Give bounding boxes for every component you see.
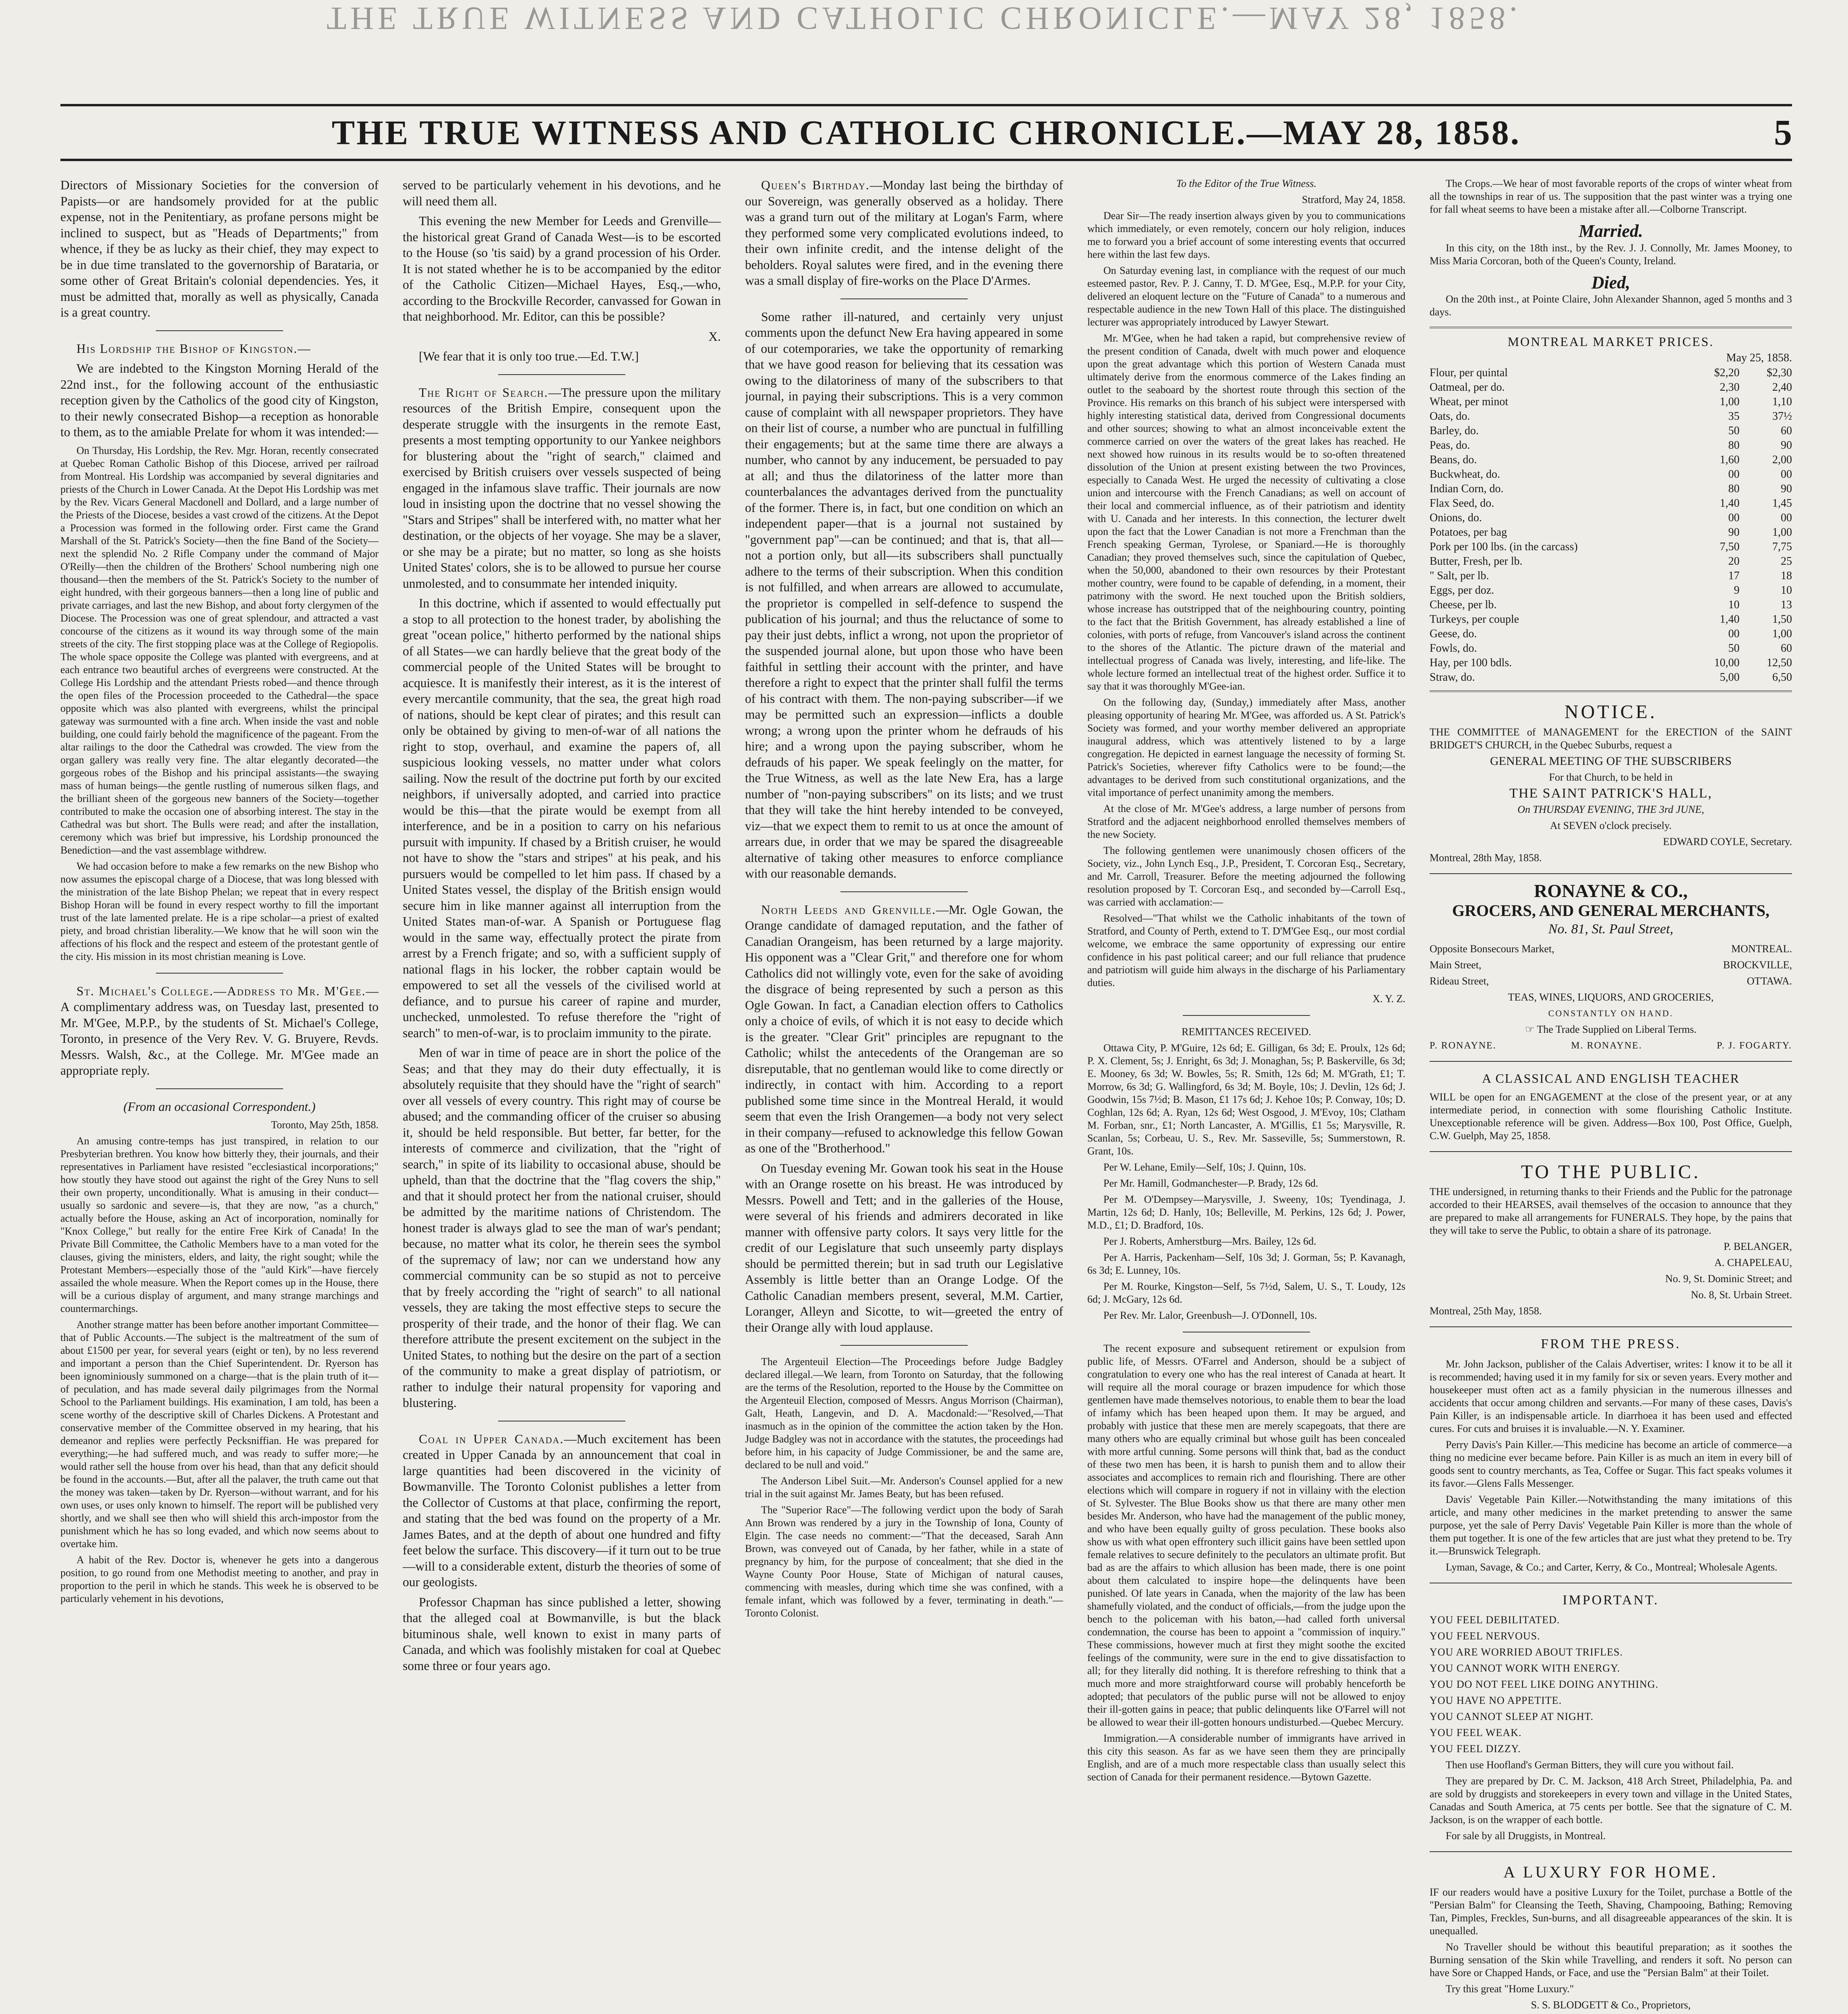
price-low: 1,40 xyxy=(1720,613,1740,626)
notice-body xyxy=(1430,726,1792,864)
prices-table xyxy=(1430,366,1792,685)
price-row xyxy=(1430,641,1792,656)
price-high: 1,00 xyxy=(1772,526,1792,539)
branch-line xyxy=(1430,959,1792,972)
column-3 xyxy=(745,177,1063,2014)
price-item: Fowls, do. xyxy=(1430,642,1477,655)
firm-branches xyxy=(1430,943,1792,1052)
ad-text: WILL be open for an ENGAGEMENT at the close of the present year, or at any intermediate period, in connection with some flourishing Catholic Institute. Unexceptionable reference will be given. Address—Box 100, Post Office, Guelph, C.W. Guelph, May 25, 1858. xyxy=(1430,1091,1792,1142)
ad-text: Perry Davis's Pain Killer.—This medicine has become an article of commerce—a thing no medicine ever became before. Pain Killer is as much an item in every bill of goods sent to country merchants, as Tea, Coffee or Sugar. This fact speaks volumes it its favor.—Glens Falls Messenger. xyxy=(1430,1438,1792,1489)
article-text: This evening the new Member for Leeds and Grenville—the historical great Grand of Canada West—is to be escorted to the House (so 'tis said) by a grand procession of his Order. It is not stated whether he is to be accompanied by the editor of the Catholic Citizen—Michael Hayes, Esq.,—who, according to the Brockville Recorder, canvassed for Gowan in that neighborhood. Mr. Editor, can this be possible? xyxy=(403,214,721,323)
ad-text: Lyman, Savage, & Co.; and Carter, Kerry, & Co., Montreal; Wholesale Agents. xyxy=(1446,1561,1778,1573)
signature: X. Y. Z. xyxy=(1372,993,1405,1005)
price-row xyxy=(1430,409,1792,424)
price-high: 60 xyxy=(1781,642,1792,655)
remittance-line: Per J. Roberts, Amherstburg—Mrs. Bailey, 12s 6d. xyxy=(1103,1235,1316,1247)
remittance-line: Per A. Harris, Packenham—Self, 10s 3d; J. Gorman, 5s; P. Kavanagh, 6s 3d; E. Lunney, 10s. xyxy=(1087,1251,1405,1276)
ad-text: Davis' Vegetable Pain Killer.—Notwithstanding the many imitations of this article, and many other medicines in the market pretending to answer the same purpose, yet the sale of Perry Davis' Vegetable Pain Killer is more than the whole of them put together. It is one of the few articles that are just what they pretend to be. Try it.—Brunswick Telegraph. xyxy=(1430,1493,1792,1557)
article-text: Another strange matter has been before another important Committee—that of Public Accounts.—The subject is the maltreatment of the sum of about £1500 per year, for several years (eight or ten), by no less reverend and important a person than the Chief Superintendent. Dr. Ryerson has been ignominiously summoned on a charge—that is the plain truth of it—of peculation, and has made several daily pilgrimages from the Normal School to the Parliament buildings. His examination, I am told, has been a scene worthy of the descriptive skill of Charles Dickens. A Protestant and conservative member of the Committee observed in my hearing, that his demeanor and replies were perfectly Pecksniffian. He was prepared for everything;—he had suffered much, and was ready to suffer more;—he would rather sell the house from over his head, than that any deficit should be found in the accounts.—But, after all the palaver, the truth came out that the money was taken—taken by Dr. Ryerson—without warrant, and for his own uses, or uses only known to himself. The report will be published very shortly, and we shall see then who will shield this arch-impostor from the punishment which he has so long evaded, and which now seems about to overtake him. xyxy=(60,1319,379,1550)
price-row xyxy=(1430,496,1792,511)
letter xyxy=(1087,177,1405,1784)
editor-note: [We fear that it is only too true.—Ed. T.W.] xyxy=(419,349,639,363)
price-item: Butter, Fresh, per lb. xyxy=(1430,555,1523,568)
price-high: 90 xyxy=(1781,483,1792,495)
article-text: An amusing contre-temps has just transpired, in relation to our Presbyterian brethren. You know how bitterly they, their journals, and their representatives in Parliament have resisted "ecclesiastical incorporations;" how stoutly they have stood out against the right of the Grey Nuns to sell their own property, unconditionally. What is amusing in their conduct—usually so sardonic and severe—is, that they are now, "as a church," actually before the House, asking an Act of incorporation, nominally for "Knox College," but really for the entire Free Kirk of Canada! In the Private Bill Committee, the Catholic Members have to a man voted for the clauses, giving the ministers, elders, and laity, the right sought; while the Protestant Members—especially those of the "auld Kirk"—have fiercely assailed the whole measure. When the Report comes up in the House, there will be a curious display of argument, and many strange marchings and countermarchings. xyxy=(60,1135,379,1314)
news-item: The Argenteuil Election—The Proceedings before Judge Badgley declared illegal.—We learn, from Toronto on Saturday, that the following are the terms of the Resolution, reported to the House by the Committee on the Argenteuil Election, composed of Messrs. Angus Morrison (Chairman), Galt, Heath, Langevin, and D. A. Macdonald:—"Resolved,—That inasmuch as in the opinion of the committee the action taken by the Hon. Judge Badgley was not in accordance with the statutes, the proceedings had before him, in his capacity of Judge Commissioner, be and the same are, declared to be null and void." xyxy=(745,1356,1063,1471)
prices-date: May 25, 1858. xyxy=(1726,351,1792,364)
important-line: YOU FEEL WEAK. xyxy=(1430,1727,1522,1738)
article-text: Some rather ill-natured, and certainly very unjust comments upon the defunct New Era having appeared in some of our cotemporaries, we take the opportunity of remarking that we have good reason for believing that its cessation was owing to the dilatoriness of many of the subscribers to that journal, in paying their subscriptions. This is a very common cause of complaint with all newspaper proprietors. They have on their list of course, a number who are punctual in fulfilling their engagements; but at the same time there are always a number, who cannot by any inducement, be persuaded to pay at all; and thus the dilatoriness of the latter more than counterbalances the advantages derived from the punctuality of the former. There is, in fact, but one condition on which an independent paper—that is a journal not sustained by "government pap"—can be continued; and that is, that all—not a portion only, but all—its subscribers shall punctually adhere to the terms of their subscription. When this condition is not fulfilled, and when arrears are allowed to accumulate, the proprietor is compelled in self-defence to suspend the publication of his journal; and thus the reluctance of some to pay their just debts, inflict a wrong, not upon the proprietor of the suspended journal alone, but upon those who have been faithful in settling their account with the printer, and have therefore a right to expect that the printer shall fulfil the terms of his contract with them. The non-paying subscriber—if we may be permitted such an expression—inflicts a double wrong; a wrong upon the printer whom he defrauds of his hire; and a wrong upon the paying subscriber, whom he defrauds of his paper. We speak feelingly on the matter, for the True Witness, as well as the late New Era, has a large number of "non-paying subscribers" on its lists; and we trust that they will take the hint hereby intended to be conveyed, viz—that we expect them to remit to us at once the amount of arrears due, in order that we may be spared the disagreeable alternative of taking other measures to enforce compliance with our reasonable demands. xyxy=(745,309,1063,881)
price-row xyxy=(1430,467,1792,482)
price-item: Flax Seed, do. xyxy=(1430,497,1494,510)
remittance-line: Per M. O'Dempsey—Marysville, J. Sweeny, 10s; Tyendinaga, J. Martin, 12s 6d; D. Hanly, 10s; Belleville, M. Perkins, 12s 6d; J. Power, M.D., £1; D. Bradford, 10s. xyxy=(1087,1193,1405,1231)
price-item: Straw, do. xyxy=(1430,671,1475,684)
price-row xyxy=(1430,627,1792,641)
ad-text: Then use Hoofland's German Bitters, they will cure you without fail. xyxy=(1446,1759,1734,1771)
important-line: YOU DO NOT FEEL LIKE DOING ANYTHING. xyxy=(1430,1678,1659,1690)
correspondent-line: (From an occasional Correspondent.) xyxy=(123,1099,316,1114)
price-low: 1,60 xyxy=(1720,454,1740,466)
price-item: Potatoes, per bag xyxy=(1430,526,1507,539)
ad-signature: No. 8, St. Urbain Street. xyxy=(1691,1289,1792,1301)
ad-text: They are prepared by Dr. C. M. Jackson, 418 Arch Street, Philadelphia, Pa. and are sold by druggists and storekeepers in every town and village in the United States, Canadas and South America, at 75 cents per bottle. See that the signature of C. M. Jackson, is on the wrapper of each bottle. xyxy=(1430,1775,1792,1825)
price-high: 00 xyxy=(1781,512,1792,524)
price-row xyxy=(1430,656,1792,670)
branch-town: MONTREAL. xyxy=(1731,943,1792,955)
news-item: The Anderson Libel Suit.—Mr. Anderson's Counsel applied for a new trial in the suit against Mr. James Beaty, but has been refused. xyxy=(745,1475,1063,1500)
price-high: 12,50 xyxy=(1767,657,1792,669)
section-heading: REMITTANCES RECEIVED. xyxy=(1182,1026,1311,1038)
article-text: —Mr. Ogle Gowan, the Orange candidate of damaged reputation, and the father of Canadian Orangeism, has been returned by a large majority. His opponent was a "Clear Grit," and therefore one for whom Catholics did not willingly vote, even for the sake of avoiding the disgrace of being represented by such a person as this Ogle Gowan. In fact, a Canadian election offers to Catholics only a choice of evils, of which it is not easy to decide which is the greater. "Clear Grit" principles are repugnant to the Catholic; whilst the antecedents of the Orangeman are so disreputable, that no gentleman would like to come directly or indirectly, in contact with him. According to a report published some time since in the Montreal Herald, it would seem that even the Irish Orangemen—a body not very select in their company—refused to acknowledge this fellow Gowan as one of the "Brotherhood." xyxy=(745,902,1063,1155)
price-low: 1,40 xyxy=(1720,497,1740,510)
signature: X. xyxy=(708,329,721,344)
price-low: 10 xyxy=(1728,599,1740,611)
important-ad xyxy=(1430,1759,1792,1842)
divider xyxy=(1430,1851,1792,1852)
price-high: 1,00 xyxy=(1772,628,1792,640)
important-line: YOU HAVE NO APPETITE. xyxy=(1430,1695,1562,1706)
price-high: 00 xyxy=(1781,468,1792,481)
price-low: 50 xyxy=(1728,642,1740,655)
price-item: Wheat, per minot xyxy=(1430,396,1509,408)
ad-signature: P. BELANGER, xyxy=(1724,1241,1792,1252)
important-line: YOU FEEL DEBILITATED. xyxy=(1430,1614,1560,1626)
partner-name: P. J. FOGARTY. xyxy=(1717,1040,1792,1051)
price-high: 37½ xyxy=(1772,410,1792,423)
page-number: 5 xyxy=(1774,112,1792,153)
divider xyxy=(840,298,968,299)
price-low: 90 xyxy=(1728,526,1740,539)
price-row xyxy=(1430,380,1792,395)
divider xyxy=(1430,1151,1792,1152)
price-row xyxy=(1430,453,1792,467)
price-high: 1,50 xyxy=(1772,613,1792,626)
divider xyxy=(1183,1015,1310,1016)
price-item: Peas, do. xyxy=(1430,439,1470,452)
divider xyxy=(840,1345,968,1346)
divider xyxy=(840,891,968,892)
price-low: 2,30 xyxy=(1720,381,1740,394)
article-text: We had occasion before to make a few remarks on the new Bishop who now assumes the episcopal charge of a Diocese, that was long blessed with the ministration of the late Bishop Phelan; we repeat that in every respect Bishop Horan will be found in every respect worthy to fill the important trust of the late lamented prelate. He is a ripe scholar—a priest of exalted piety, and broad christian liberality.—We know that he will soon win the affections of his flock and the respect and esteem of the protestant gentle of the city. His mission in its most christian meaning is Love. xyxy=(60,860,379,962)
divider xyxy=(156,1088,283,1089)
ad-signature: A. CHAPELEAU, xyxy=(1714,1257,1792,1268)
article-heading: Queen's Birthday. xyxy=(761,178,870,192)
price-low: 9 xyxy=(1734,584,1740,597)
price-item: Beans, do. xyxy=(1430,454,1477,466)
price-row xyxy=(1430,583,1792,598)
ad-text: Mr. John Jackson, publisher of the Calais Advertiser, writes: I know it to be all it is recommended; having used it in my family for six or seven years. Every mother and housekeeper must often act as a family physician in the numerous illnesses and accidents that occur among children and servants.—For many of these cases, Davis's Pain Killer, is an indispensable article. In diarrhoea it has been used and effected cures. For cuts and bruises it is invaluable.—N. Y. Examiner. xyxy=(1430,1358,1792,1434)
remittance-line: Per Rev. Mr. Lalor, Greenbush—J. O'Donnell, 10s. xyxy=(1103,1310,1317,1321)
column-1 xyxy=(60,177,379,2014)
price-low: 00 xyxy=(1728,628,1740,640)
notice-text: In this city, on the 18th inst., by the Rev. J. J. Connolly, Mr. James Mooney, to Miss Maria Corcoran, both of the Queen's County, Ireland. xyxy=(1430,242,1792,267)
letter-text: On Saturday evening last, in compliance with the request of our much esteemed pastor, Rev. P. J. Canny, T. D. M'Gee, Esq., M.P.P. for your City, delivered an eloquent lecture on the "Future of Canada" to a numerous and respectable audience in the new Town Hall of this place. The distinguished lecturer was appropriately introduced by Lawyer Stewart. xyxy=(1087,265,1405,328)
price-low: 80 xyxy=(1728,439,1740,452)
branch-street: Opposite Bonsecours Market, xyxy=(1430,943,1554,955)
price-low: 50 xyxy=(1728,425,1740,437)
ad-date: Montreal, 25th May, 1858. xyxy=(1430,1305,1542,1317)
price-row xyxy=(1430,482,1792,496)
price-high: 2,00 xyxy=(1772,454,1792,466)
letter-text: The following gentlemen were unanimously chosen officers of the Society, viz., John Lynch Esq., J.P., President, T. Corcoran Esq., Secretary, and Mr. Carroll, Treasurer. Before the meeting adjourned the following resolution proposed by T. Corcoran Esq., and seconded by—Carroll Esq., was carried with acclamation:— xyxy=(1087,845,1405,908)
price-item: Flour, per quintal xyxy=(1430,367,1508,379)
price-item: Cheese, per lb. xyxy=(1430,599,1497,611)
branch-town: OTTAWA. xyxy=(1747,975,1792,987)
article-text: —Much excitement has been created in Upper Canada by an announcement that coal in large quantities had been discovered in the vicinity of Bowmanville. The Toronto Colonist publishes a letter from the Collector of Customs at that place, confirming the report, and stating that the bed was found on the property of a Mr. James Bates, and at the depth of about one hundred and fifty feet below the surface. This discovery—if it turn out to be true—will to a considerable extent, disturb the theories of some of our geologists. xyxy=(403,1432,721,1589)
press-heading: FROM THE PRESS. xyxy=(1541,1336,1681,1351)
ad-text: For sale by all Druggists, in Montreal. xyxy=(1446,1830,1606,1842)
ad-text: IF our readers would have a positive Luxury for the Toilet, purchase a Bottle of the "Persian Balm" for Cleansing the Teeth, Shaving, Champooing, Bathing; Removing Tan, Pimples, Freckles, Sun-burns, and all disagreeable appearances of the skin. It is unequalled. xyxy=(1430,1886,1792,1937)
branch-line xyxy=(1430,975,1792,988)
notice-text: Montreal, 28th May, 1858. xyxy=(1430,852,1542,864)
price-item: Oatmeal, per do. xyxy=(1430,381,1505,394)
price-row xyxy=(1430,511,1792,525)
article-text: Men of war in time of peace are in short the police of the Seas; and that they may do their duty effectually, it is absolutely requisite that they should have the "right of search" over all vessels of every country. This right may of course be abused; and the commanding officer of the cruiser so abusing it, should be held responsible. But better, far better, for the interests of commerce and civilization, that the "right of search," in spite of its liability to occasional abuse, should be upheld, than that the doctrine that the "flag covers the ship," and that it should protect her from the national cruiser, should be admitted by the maritime nations of Christendom. The honest trader is always glad to see the man of war's pendant; because, no matter what its color, he therein sees the symbol of the supremacy of law; nor can we understand how any commercial community can be so stupid as not to perceive that by freely according the "right of search" to all national vessels, they are taking the most effective steps to secure the prosperity of their trade, and the honor of their flag. We can therefore attribute the present excitement on the subject in the United States, to nothing but the desire on the part of a section of the community to make a great display of patriotism, or rather to indulge their natural propensity for vaporing and blustering. xyxy=(403,1046,721,1410)
partner-name: M. RONAYNE. xyxy=(1571,1040,1642,1051)
article-heading: Coal in Upper Canada. xyxy=(419,1432,564,1446)
teacher-heading: A CLASSICAL AND ENGLISH TEACHER xyxy=(1482,1071,1740,1086)
article-text: A habit of the Rev. Doctor is, whenever he gets into a dangerous position, to go round from one Methodist meeting to another, and pray in proportion to the peril in which he stands. This week he is observed to be particularly vehement in his devotions, xyxy=(60,1554,379,1604)
column-5 xyxy=(1430,177,1792,2014)
market-prices xyxy=(1430,327,1792,692)
important-line: YOU CANNOT SLEEP AT NIGHT. xyxy=(1430,1711,1594,1722)
article-text: Immigration.—A considerable number of immigrants have arrived in this city this season. As far as we have seen them they are principally English, and are of a much more respectable class than usually select this section of Canada for their permanent residence.—Bytown Gazette. xyxy=(1087,1732,1405,1783)
price-row xyxy=(1430,670,1792,685)
branch-line xyxy=(1430,943,1792,955)
letter-text: Resolved—"That whilst we the Catholic inhabitants of the town of Stratford, and County of Perth, extend to T. D'M'Gee Esq., our most cordial welcome, we embrace the same opportunity of expressing our entire confidence in his past political career; and our full reliance that prudence and patriotism will guide him always in the discharge of his Parliamentary duties. xyxy=(1087,912,1405,988)
notice-text: THE SAINT PATRICK'S HALL, xyxy=(1509,785,1712,801)
firm-kind: GROCERS, AND GENERAL MERCHANTS, xyxy=(1452,901,1769,920)
price-low: 10,00 xyxy=(1714,657,1740,669)
article-text: —A complimentary address was, on Tuesday last, presented to Mr. M'Gee, M.P.P., by the students of St. Michael's College, Toronto, in presence of the Very Rev. V. G. Bruyere, Revds. Messrs. Walsh, &c., at the College. Mr. M'Gee made an appropriate reply. xyxy=(60,984,379,1077)
partner-name: P. RONAYNE. xyxy=(1430,1040,1496,1051)
ad-text: THE undersigned, in returning thanks to their Friends and the Public for the patronage accorded to their HEARSES, avail themselves of the occasion to announce that they are prepared to make all arrangements for FUNERALS. They hope, by the pains that they will take to serve the Public, to obtain a share of its patronage. xyxy=(1430,1186,1792,1236)
price-item: " Salt, per lb. xyxy=(1430,570,1489,582)
dateline: Stratford, May 24, 1858. xyxy=(1302,194,1405,205)
ad-signature: No. 9, St. Dominic Street; and xyxy=(1665,1273,1792,1285)
died-heading: Died, xyxy=(1591,272,1631,292)
married-heading: Married. xyxy=(1578,221,1643,241)
price-row xyxy=(1430,395,1792,409)
luxury-heading: A LUXURY FOR HOME. xyxy=(1503,1863,1718,1881)
letter-text: At the close of Mr. M'Gee's address, a large number of persons from Stratford and the adjacent neighborhood enrolled themselves members of the new Society. xyxy=(1087,803,1405,840)
article-heading: St. Michael's College.—Address to Mr. M'Gee. xyxy=(77,984,366,998)
remittance-line: Per Mr. Hamill, Godmanchester—P. Brady, 12s 6d. xyxy=(1103,1177,1318,1189)
died-notice xyxy=(1430,293,1792,319)
column-2 xyxy=(403,177,721,2014)
article-text: Professor Chapman has since published a letter, showing that the alleged coal at Bowmanville, is but the black bituminous shale, well known to exist in many parts of Canada, and which was foolishly mistaken for coal at Quebec some three or four years ago. xyxy=(403,1595,721,1673)
price-item: Geese, do. xyxy=(1430,628,1477,640)
price-low: 80 xyxy=(1728,483,1740,495)
luxury-ad xyxy=(1430,1886,1792,2014)
article-text: The Crops.—We hear of most favorable reports of the crops of winter wheat from all the townships in rear of us. The supposition that the past winter was a trying one for fall wheat seems to have been a mistake after all.—Colborne Transcript. xyxy=(1430,178,1792,215)
price-high: 60 xyxy=(1781,425,1792,437)
article-text: On Thursday, His Lordship, the Rev. Mgr. Horan, recently consecrated at Quebec Roman Catholic Bishop of this Diocese, arrived per railroad from Montreal. His Lordship was accompanied by several dignitaries and priests of the Church in Lower Canada. At the Depot His Lordship was met by the Rev. Vicars General Macdonell and Dollard, and a large number of the Priests of the Diocese, besides a vast crowd of the citizens. At the Depot a Procession was formed in the following order. First came the Grand Marshall of the St. Patrick's Society—then the fine Band of the Society—next the splendid No. 2 Rifle Company under the command of Major O'Reilly—then the children of the Brothers' School numbering nigh one thousand—then the members of the St. Patrick's Society to the number of eight hundred, with their gorgeous banners—then a long line of public and private carriages, and last the new Bishop, and about forty clergymen of the Diocese. The Procession was one of great splendour, and attracted a vast concourse of the citizens as it wound its way through some of the main streets of the city. The first stopping place was at the College of Regiopolis. The whole space opposite the College was planted with evergreens, and at each entrance two beautiful arches of evergreens were constructed. At the College His Lordship and the attendant Priests robed—and thence through the open files of the Procession proceeded to the Cathedral—the space opposite which was also planted with evergreens, whilst the principal gateway was surmounted with a fine arch. When inside the vast and noble building, one could fairly behold the magnificence of the pageant. From the altar railings to the door the Cathedral was crowded. The view from the organ gallery was really very fine. The altar elegantly decorated—the gorgeous robes of the Bishop and his principal assistants—the swaying mass of human beings—the gentle rustling of numerous silken flags, and the brilliant sheen of the gorgeous new banners of the Society—together contributed to make the occasion one of absorbing interest. The stay in the Cathedral was but short. The Bulls were read; and after the installation, ceremony which was brief but impressive, his Lordship pronounced the Benediction—and the vast assemblage withdrew. xyxy=(60,444,379,856)
price-low: 1,00 xyxy=(1720,396,1740,408)
divider xyxy=(156,973,283,974)
price-item: Oats, do. xyxy=(1430,410,1470,423)
firm-goods: TEAS, WINES, LIQUORS, AND GROCERIES, xyxy=(1508,991,1714,1003)
price-row xyxy=(1430,569,1792,583)
article-text: On Tuesday evening Mr. Gowan took his seat in the House with an Orange rosette on his breast. He was introduced by Messrs. Powell and Tett; and in the galleries of the House, were several of his friends and admirers decorated in like manner with offensive party colors. It says very little for the credit of our Legislature that such unseemly party displays should be permitted therein; but in sad truth our Legislative Assembly is little better than an Orange Lodge. Of the Catholic Canadian members present, several, M.M. Cartier, Loranger, Alleyn and Sicotte, to wit—greeted the entry of their Orange ally with loud applause. xyxy=(745,1161,1063,1334)
important-line: YOU FEEL NERVOUS. xyxy=(1430,1630,1540,1642)
article-text: The recent exposure and subsequent retirement or expulsion from public life, of Messrs. O'Farrel and Anderson, should be a subject of congratulation to every one who has the real interest of Canada at heart. It will require all the moral courage or brazen impudence for which those gentlemen have made themselves notorious, to enable them to bear the load of infamy which has been heaped upon them. It may be argued, and probably with justice that these men are merely scapegoats, that there are many others who are equally criminal but whose guilt has been concealed with more artful cunning. Some persons will think that, bad as the conduct of these two men has been, it is harsh to punish them and to allow their associates and accomplices to remain rich and flourishing. There are other elections which will compare in roguery if not in villainy with the election of St. Sylvester. The Blue Books show us that there are many other men besides Mr. Anderson, who have had the management of the public money, and who have been equally guilty of gross peculation. These books also show us with what open effrontery such illicit gains have been settled upon female relatives to secure definitely to the peculators an ultimate profit. But bad as are the affairs to which allusion has been made, there is one point about them calculated to inspire hope—the delinquents have been punished. Of late years in Canada, when the majority of the law has been shamefully violated, and the conduct of officials,—from the judge upon the bench to the policeman with his baton,—had called forth universal condemnation, the course has been to appoint a "commission of inquiry." These commissions, however much at first they might soothe the excited feelings of the community, were sure in the end to give dissatisfaction to all; for they literally did nothing. It is therefore refreshing to think that a much more and more straightforward course will probably henceforth be adopted; that peculators of the public purse will not be allowed to enjoy their ill-gotten gains in peace; that public delinquents like O'Farrel will not be allowed to wear their ill-gotten honours undisturbed.—Quebec Mercury. xyxy=(1087,1343,1405,1728)
price-low: 20 xyxy=(1728,555,1740,568)
correspondence xyxy=(60,1119,379,1605)
notice-text: For that Church, to be held in xyxy=(1549,771,1673,783)
price-high: $2,30 xyxy=(1767,367,1792,379)
article-heading: North Leeds and Grenville. xyxy=(761,902,936,917)
remittance-list: Ottawa City, P. M'Guire, 12s 6d; E. Gilligan, 6s 3d; E. Proulx, 12s 6d; P. X. Clement, 5s; J. Enright, 6s 3d; J. Monaghan, 5s; P. Baskerville, 6s 3d; E. Mooney, 6s 3d; W. Bowles, 5s; R. Smith, 12s 6d; M. M'Grath, £1; T. Morrow, 6s 3d; G. Wallingford, 6s 3d; M. Boyle, 10s; J. Devlin, 12s 6d; J. Goodwin, 15s 7½d; B. Mason, £1 17s 6d; J. Kehoe 10s; P. Conway, 10s; D. Coghlan, 12s 6d; A. Ryan, 12s 6d; West Osgood, J. M'Evoy, 10s; Clatham M. Forban, snr., £1; North Lancaster, A. M'Gillis, £1 5s; Marysville, R. Scanlan, 5s; Corbeau, U. S., Rev. Mr. Sasseville, 5s; Summerstown, R. Grant, 10s. xyxy=(1087,1042,1405,1157)
article-heading: The Right of Search. xyxy=(419,385,548,400)
price-low: 00 xyxy=(1728,512,1740,524)
branch-town: BROCKVILLE, xyxy=(1723,959,1792,971)
article-text: Directors of Missionary Societies for the conversion of Papists—or are handsomely provided for at the public expense, not in the Penitentiary, as profane persons might be inclined to suspect, but as "Heads of Departments;" from whence, if they be as lucky as their chief, they may expect to be in due time translated to the governorship of Barataria, or some other of Great Britain's colonial dependencies. Yes, it must be admitted that, morally as well as physically, Canada is a great country. xyxy=(60,178,379,319)
price-high: 18 xyxy=(1781,570,1792,582)
divider xyxy=(156,330,283,331)
article-heading: His Lordship the Bishop of Kingston.— xyxy=(77,341,311,356)
married-notice xyxy=(1430,242,1792,267)
price-row xyxy=(1430,612,1792,627)
prices-rows xyxy=(1430,366,1792,685)
important-line: YOU FEEL DIZZY. xyxy=(1430,1743,1521,1755)
price-high: 1,45 xyxy=(1772,497,1792,510)
price-row xyxy=(1430,525,1792,540)
branch-street: Main Street, xyxy=(1430,959,1482,971)
article-text: —Monday last being the birthday of our Sovereign, was generally observed as a holiday. There was a grand turn out of the military at Logan's Farm, where they performed some very complicated evolutions indeed, to their own infinite credit, and the intense delight of the beholders. Royal salutes were fired, and in the evening there was a small display of fire-works on the Place D'Armes. xyxy=(745,178,1063,288)
divider xyxy=(1430,1326,1792,1327)
column-4 xyxy=(1087,177,1405,2014)
firm-address: No. 81, St. Paul Street, xyxy=(1548,921,1674,937)
price-item: Onions, do. xyxy=(1430,512,1482,524)
bleed-through-text: THE TRUE WITNESS AND CATHOLIC CHRONICLE.—MAY 28, 1858. xyxy=(327,0,1521,36)
price-item: Hay, per 100 bdls. xyxy=(1430,657,1512,669)
article-text: —The pressure upon the military resources of the British Empire, consequent upon the desperate struggle with the insurgents in the remote East, presents a most tempting opportunity to our Yankee neighbors for blustering about the "right of search," claimed and exercised by British cruisers over vessels suspected of being engaged in the infamous slave traffic. Their journals are now loud in insisting upon the doctrine that no vessel showing the "Stars and Stripes" shall be interfered with, no matter what her destination, or the objects of her voyage. She may be a slaver, or she may be a pirate; but no matter, so long as she hoists United States' colors, she is to be allowed to pursue her course unmolested, and to consummate her intended iniquity. xyxy=(403,385,721,591)
teacher-ad xyxy=(1430,1091,1792,1142)
divider xyxy=(498,374,625,375)
price-row xyxy=(1430,554,1792,569)
dateline: Toronto, May 25th, 1858. xyxy=(271,1119,379,1131)
prices-title: MONTREAL MARKET PRICES. xyxy=(1507,334,1714,349)
price-high: 7,75 xyxy=(1772,541,1792,553)
notice-text: At SEVEN o'clock precisely. xyxy=(1550,819,1672,831)
price-high: 25 xyxy=(1781,555,1792,568)
price-high: 10 xyxy=(1781,584,1792,597)
firm-partners xyxy=(1430,1039,1792,1052)
press-ad xyxy=(1430,1358,1792,1574)
price-low: 7,50 xyxy=(1720,541,1740,553)
masthead xyxy=(60,104,1792,161)
divider xyxy=(1430,1061,1792,1062)
important-heading: IMPORTANT. xyxy=(1562,1592,1659,1608)
letter-text: Dear Sir—The ready insertion always given by you to communications which immediately, or even remotely, concern our holy religion, induces me to forward you a brief account of some interesting events that occurred here within the last few days. xyxy=(1087,210,1405,260)
quoted-report xyxy=(60,444,379,963)
remittance-line: Per W. Lehane, Emily—Self, 10s; J. Quinn, 10s. xyxy=(1103,1161,1306,1173)
price-high: 13 xyxy=(1781,599,1792,611)
important-line: YOU ARE WORRIED ABOUT TRIFLES. xyxy=(1430,1646,1623,1658)
price-item: Turkeys, per couple xyxy=(1430,613,1519,626)
news-briefs xyxy=(745,1355,1063,1620)
important-line: YOU CANNOT WORK WITH ENERGY. xyxy=(1430,1662,1620,1674)
important-list xyxy=(1430,1614,1792,1755)
firm-goods-note: CONSTANTLY ON HAND. xyxy=(1548,1008,1674,1018)
price-row xyxy=(1430,438,1792,453)
article-text: served to be particularly vehement in his devotions, and he will need them all. xyxy=(403,178,721,208)
ad-text: Try this great "Home Luxury." xyxy=(1446,1983,1574,1995)
price-row xyxy=(1430,540,1792,554)
price-row xyxy=(1430,424,1792,438)
notice-text: THE COMMITTEE of MANAGEMENT for the ERECTION of the SAINT BRIDGET'S CHURCH, in the Quebec Suburbs, request a xyxy=(1430,726,1792,751)
notice-text: GENERAL MEETING OF THE SUBSCRIBERS xyxy=(1490,754,1732,768)
ad-text: No Traveller should be without this beautiful preparation; as it soothes the Burning sensation of the Skin while Travelling, and renders it soft. No person can have Sore or Chapped Hands, or Face, and use the "Persian Balm" at their Toilet. xyxy=(1430,1941,1792,1979)
letter-heading: To the Editor of the True Witness. xyxy=(1176,178,1316,189)
letter-text: On the following day, (Sunday,) immediately after Mass, another pleasing opportunity of hearing Mr. M'Gee, was afforded us. A St. Patrick's Society was formed, and your worthy member delivered an appropriate inaugural address, which was attentively listened to by a large congregation. He depicted in earnest language the necessity of forming St. Patrick's Societies, wherever fifty Catholics were to be found;—the advantages to be derived from such constitutional organizations, and the vital importance of perfect unanimity among the members. xyxy=(1087,696,1405,798)
masthead-title: THE TRUE WITNESS AND CATHOLIC CHRONICLE.—MAY 28, 1858. xyxy=(331,113,1521,152)
public-heading: TO THE PUBLIC. xyxy=(1521,1161,1701,1183)
article-text: We are indebted to the Kingston Morning Herald of the 22nd inst., for the following account of the enthusiastic reception given by the Catholics of the good city of Kingston, to their newly consecrated Bishop—a reception as honorable to them, as to the amiable Prelate for whom it was intended:— xyxy=(60,361,379,439)
price-low: 17 xyxy=(1728,570,1740,582)
news-item: The "Superior Race"—The following verdict upon the body of Sarah Ann Brown was rendered by a jury in the Township of Iona, County of Elgin. The case needs no comment:—"That the deceased, Sarah Ann Brown, was conveyed out of Canada, by her father, while in a state of pregnancy by him, for the purpose of concealment; that she died in the Wayne County Poor House, State of Michigan of natural causes, commencing with measles, during which time she was confined, with a female infant, which was followed by a fever, terminating in death."—Toronto Colonist. xyxy=(745,1504,1063,1619)
price-low: $2,20 xyxy=(1714,367,1740,379)
price-low: 5,00 xyxy=(1720,671,1740,684)
price-item: Barley, do. xyxy=(1430,425,1479,437)
price-item: Indian Corn, do. xyxy=(1430,483,1504,495)
price-row xyxy=(1430,366,1792,380)
price-item: Eggs, per doz. xyxy=(1430,584,1494,597)
firm-name: RONAYNE & CO., xyxy=(1534,880,1688,901)
price-row xyxy=(1430,598,1792,612)
remittance-line: Per M. Rourke, Kingston—Self, 5s 7½d, Salem, U. S., T. Loudy, 12s 6d; J. McGary, 12s 6d. xyxy=(1087,1281,1405,1305)
price-high: 1,10 xyxy=(1772,396,1792,408)
crops-note xyxy=(1430,177,1792,216)
firm-trade-note: ☞ The Trade Supplied on Liberal Terms. xyxy=(1525,1024,1697,1035)
ad-signature: S. S. BLODGETT & Co., Proprietors, xyxy=(1531,1999,1691,2011)
divider xyxy=(1430,873,1792,874)
price-high: 90 xyxy=(1781,439,1792,452)
notice-text: On THURSDAY EVENING, THE 3rd JUNE, xyxy=(1517,803,1704,815)
price-low: 35 xyxy=(1728,410,1740,423)
price-item: Pork per 100 lbs. (in the carcass) xyxy=(1430,541,1578,553)
price-item: Buckwheat, do. xyxy=(1430,468,1500,481)
public-ad xyxy=(1430,1185,1792,1318)
notice-heading: NOTICE. xyxy=(1564,701,1657,723)
article-text: In this doctrine, which if assented to would effectually put a stop to all protection to the honest trader, by abolishing the great "ocean police," hitherto performed by the national ships of all States—we can hardly believe that the great body of the commercial people of the United States will be brought to acquiesce. It is manifestly their interest, as it is the interest of every mercantile community, that the sea, the great high road of nations, should be kept clear of pirates; and this result can only be obtained by giving to men-of-war of all nations the right to stop, overhaul, and examine the papers of, all suspicious looking vessels, no matter under what colors sailing. Now the result of the doctrine put forth by our excited neighbors, if universally adopted, and carried into practice would be this—that the pirate would be exempt from all interference, and be in a position to carry on his nefarious pursuit with impunity. If chased by a British cruiser, he would not have to show the "stars and stripes" at his peak, and his pursuers would be compelled to let him pass. If chased by a United States vessel, the display of the British ensign would secure him in like manner against all interruption from the United States man-of-war. A Spanish or Portuguese flag would in the same way, effectually protect the pirate from arrest by a French frigate; and so, with a sufficient supply of national flags in his locker, the robber captain would be empowered to set all the vessels of the civilised world at defiance, and to pursue his career of rapine and murder, unchecked, unmolested. To refuse therefore the "right of search" to men-of-war, is to proclaim immunity to the pirate. xyxy=(403,596,721,1040)
price-high: 2,40 xyxy=(1772,381,1792,394)
price-high: 6,50 xyxy=(1772,671,1792,684)
notice-text: On the 20th inst., at Pointe Claire, John Alexander Shannon, aged 5 months and 3 days. xyxy=(1430,293,1792,318)
price-low: 00 xyxy=(1728,468,1740,481)
notice-text: EDWARD COYLE, Secretary. xyxy=(1663,835,1792,847)
letter-text: Mr. M'Gee, when he had taken a rapid, but comprehensive review of the present condition of Canada, dwelt with much power and eloquence upon the great advantage which this portion of Western Canada must ultimately derive from the enormous commerce of the Lakes finding an outlet to the seaboard by the shortest route through this section of the Province. His remarks on this branch of his subject were interspersed with highly interesting statistical data, derived from Congressional documents and other sources; showing to what an almost inconceivable extent the commerce carried on over the waters of the great lakes has reached. He next showed how ruinous in its results would be to so-often threatened dissolution of the Union at present existing between the two Provinces, especially to Canada West. He urged the necessity of cultivating a close union and intercourse with the French Canadians; as well on account of their local and commercial influence, as of their patriotism and identity with U. Canada and her interests. In this connection, the lecturer dwelt upon the fact that the Lower Canadian is not more a Frenchman than the French speaking German, Tyrolese, or Spaniard.—He is thoroughly Canadian; they proved themselves such, since the capitulation of Quebec, when the 50,000, abandoned to their own resources by their Protestant mother country, were found to be capable of defending, in a moment, their patrimony with the sword. He next touched upon the British soldiers, whose increase has outstripped that of the neighbouring country, pointing to the fact that the British Government, has already established a line of colonies, with ports of refuge, from Vancouver's island across the continent to the shores of the Atlantic. The picture drawn of the material and intellectual progress of Canada was lively, interesting, and life-like. The whole lecture formed an intellectual treat of the highest order. Suffice it to say that it was thoroughly M'Gee-ian. xyxy=(1087,332,1405,692)
branch-street: Rideau Street, xyxy=(1430,975,1489,987)
